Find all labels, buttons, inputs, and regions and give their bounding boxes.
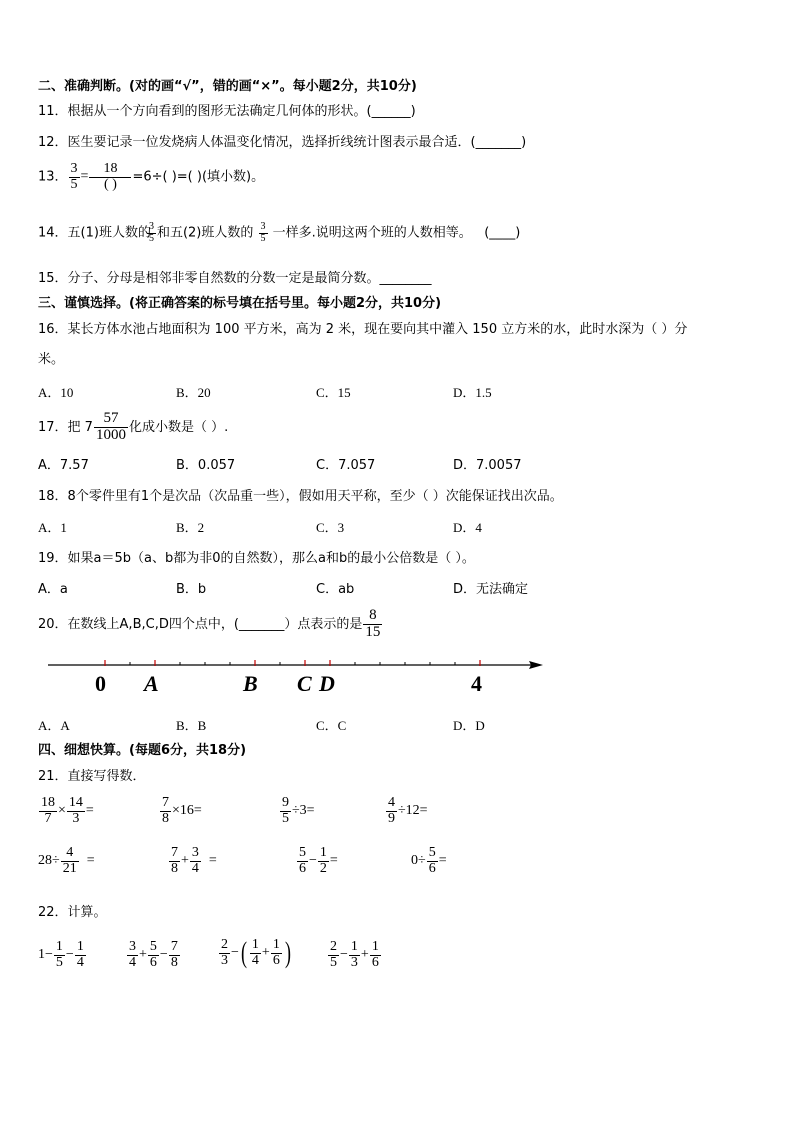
- question-12: 12．医生要记录一位发烧病人体温变化情况，选择折线统计图表示最合适．(_______): [38, 135, 527, 150]
- section-3-title: 三、谨慎选择。(将正确答案的标号填在括号里。每小题2分，共10分): [38, 296, 442, 311]
- calc-item: 28÷ $\frac{4}{21}$ =: [38, 845, 95, 876]
- fraction: $\frac{18}{7}$: [41, 795, 55, 826]
- question-14: 14．五(1)班人数的 $\frac{3}{5}$ 和五(2)班人数的 $\frac{3}{5}$ 一样多.说明这两个班的人数相等。 (____): [38, 221, 521, 244]
- fraction: $\frac{3}{4}$: [191, 845, 199, 876]
- fraction: $\frac{5}{6}$: [149, 939, 157, 970]
- fraction: $\frac{3}{4}$: [129, 939, 136, 970]
- fraction: $\frac{2}{5}$: [330, 939, 337, 970]
- question-16-line1: 16．某长方体水池占地面积为 100 平方米，高为 2 米，现在要向其中灌入 150 立方米的水，此时水深为（ ）分: [38, 322, 688, 337]
- q16-option-c: C．15: [316, 385, 351, 400]
- q20-option-c: C．C: [316, 718, 347, 733]
- question-16-line2: 米。: [38, 352, 65, 367]
- fraction: $\frac{14}{3}$: [68, 795, 83, 826]
- calc-item: $\frac{18}{7}$ × $\frac{14}{3}$ =: [41, 795, 94, 826]
- q18-option-a: A．1: [38, 520, 67, 535]
- calc-item: $\frac{4}{9}$ ÷12=: [388, 795, 428, 826]
- q19-option-c: C．ab: [316, 582, 355, 597]
- q16-option-b: B．20: [176, 385, 211, 400]
- question-13: 13． $\frac{3}{5}$ = $\frac{18}{( )}$ =6÷( )=( )(填小数)。: [38, 161, 265, 192]
- q17-option-a: A．7.57: [38, 458, 89, 473]
- calc-expression: 1− $\frac{1}{5}$ − $\frac{1}{4}$: [38, 939, 84, 970]
- fraction: $\frac{7}{8}$: [170, 939, 178, 970]
- number-line-label-0: 0: [95, 671, 106, 696]
- fraction: $\frac{4}{9}$: [388, 795, 395, 826]
- q16-option-d: D．1.5: [453, 385, 492, 400]
- q19-option-d: D．无法确定: [453, 582, 529, 597]
- calc-expression: $\frac{3}{4}$ + $\frac{5}{6}$ − $\frac{7}{8}$: [129, 939, 178, 970]
- fraction: $\frac{1}{2}$: [319, 845, 327, 876]
- fraction: $\frac{5}{6}$: [428, 845, 436, 876]
- fraction: $\frac{3}{5}$: [260, 221, 266, 244]
- calc-expression: $\frac{2}{3}$ −( $\frac{1}{4}$ + $\frac{1}{6}$ ): [221, 936, 291, 969]
- fraction: $\frac{3}{5}$: [148, 221, 154, 244]
- fraction: $\frac{1}{4}$: [251, 937, 259, 968]
- q18-option-c: C．3: [316, 520, 345, 535]
- question-15: 15．分子、分母是相邻非零自然数的分数一定是最简分数。________: [38, 271, 432, 286]
- calc-item: $\frac{7}{8}$ ×16=: [162, 795, 202, 826]
- fraction: $\frac{4}{21}$: [62, 845, 77, 876]
- question-19: 19．如果a＝5b（a、b都为非0的自然数），那么a和b的最小公倍数是（ ）。: [38, 551, 475, 566]
- q18-option-d: D．4: [453, 520, 482, 535]
- q16-option-a: A．10: [38, 385, 74, 400]
- question-20: 20．在数线上A,B,C,D四个点中，(_______）点表示的是 $\frac{8}{15}$: [38, 607, 381, 640]
- question-18: 18．8个零件里有1个是次品（次品重一些），假如用天平称，至少（ ）次能保证找出次品。: [38, 489, 563, 504]
- fraction: $\frac{8}{15}$: [365, 607, 381, 640]
- fraction: $\frac{5}{6}$: [299, 845, 306, 876]
- fraction: $\frac{9}{5}$: [282, 795, 289, 826]
- fraction: $\frac{57}{1000}$: [95, 410, 126, 443]
- section-2-title: 二、准确判断。(对的画“√”，错的画“×”。每小题2分，共10分): [38, 79, 417, 94]
- q17-option-b: B．0.057: [176, 458, 236, 473]
- number-line-label-c: C: [297, 671, 312, 696]
- q20-option-d: D．D: [453, 718, 485, 733]
- q19-option-a: A．a: [38, 582, 68, 597]
- question-21: 21．直接写得数．: [38, 769, 146, 784]
- number-line-label-d: D: [319, 671, 335, 696]
- fraction: $\frac{1}{6}$: [272, 937, 280, 968]
- number-line-label-4: 4: [471, 671, 482, 696]
- fraction: $\frac{1}{3}$: [350, 939, 358, 970]
- fraction: $\frac{1}{4}$: [76, 939, 84, 970]
- q20-option-b: B．B: [176, 718, 207, 733]
- section-4-title: 四、细想快算。(每题6分，共18分): [38, 743, 247, 758]
- calc-item: $\frac{9}{5}$ ÷3=: [282, 795, 315, 826]
- calc-item: $\frac{7}{8}$ + $\frac{3}{4}$ =: [171, 845, 217, 876]
- calc-expression: $\frac{2}{5}$ − $\frac{1}{3}$ + $\frac{1}{6}$: [330, 939, 379, 970]
- fraction: $\frac{18}{( )}$: [89, 162, 131, 192]
- fraction: $\frac{1}{6}$: [371, 939, 379, 970]
- q17-option-d: D．7.0057: [453, 458, 522, 473]
- fraction: $\frac{3}{5}$: [70, 161, 78, 192]
- number-line-label-b: B: [243, 671, 258, 696]
- question-22: 22．计算。: [38, 905, 107, 920]
- q20-option-a: A．A: [38, 718, 70, 733]
- fraction: $\frac{2}{3}$: [221, 937, 228, 968]
- fraction: $\frac{7}{8}$: [162, 795, 169, 826]
- q19-option-b: B．b: [176, 582, 207, 597]
- fraction: $\frac{1}{5}$: [55, 939, 63, 970]
- q18-option-b: B．2: [176, 520, 205, 535]
- number-line-label-a: A: [144, 671, 159, 696]
- calc-item: $\frac{5}{6}$ − $\frac{1}{2}$ =: [299, 845, 338, 876]
- calc-item: 0÷ $\frac{5}{6}$ =: [411, 845, 447, 876]
- question-17: 17．把 7 $\frac{57}{1000}$ 化成小数是（ ）.: [38, 410, 229, 443]
- q17-option-c: C．7.057: [316, 458, 376, 473]
- question-11: 11．根据从一个方向看到的图形无法确定几何体的形状。(______): [38, 104, 416, 119]
- fraction: $\frac{7}{8}$: [171, 845, 178, 876]
